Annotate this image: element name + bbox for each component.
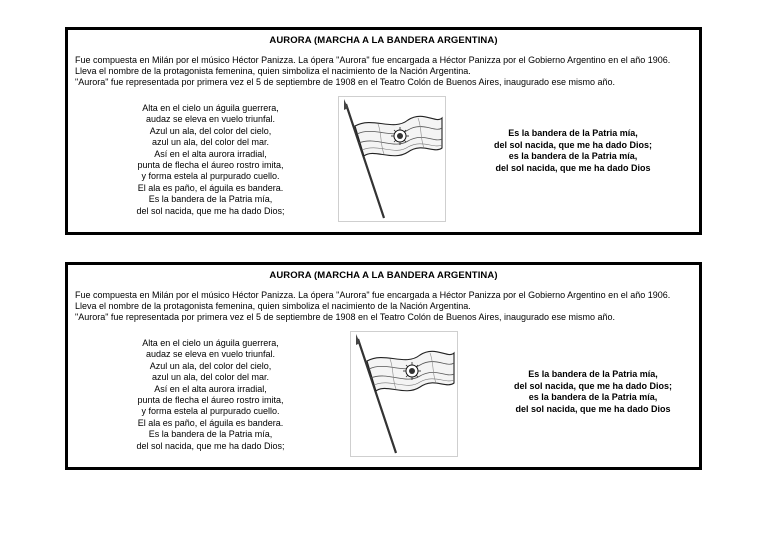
- poem-line: azul un ala, del color del mar.: [151, 137, 270, 148]
- flag-illustration: [350, 331, 458, 457]
- poem-line: audaz se eleva en vuelo triunfal.: [145, 349, 276, 360]
- chorus-line: del sol nacida, que me ha dado Dios;: [513, 380, 673, 391]
- poem-line: Azul un ala, del color del cielo,: [149, 125, 272, 136]
- chorus-line: del sol nacida, que me ha dado Dios: [515, 403, 671, 414]
- poem-line: y forma estela al purpurado cuello.: [141, 171, 280, 182]
- chorus-line: es la bandera de la Patria mía,: [508, 151, 638, 162]
- chorus-line: es la bandera de la Patria mía,: [528, 392, 658, 403]
- lyrics-card-1: [65, 27, 702, 235]
- poem-line: punta de flecha el áureo rostro imita,: [137, 395, 284, 406]
- poem-stanza: [123, 103, 298, 217]
- chorus-line: Es la bandera de la Patria mía,: [528, 369, 658, 379]
- chorus-line: del sol nacida, que me ha dado Dios: [495, 162, 651, 173]
- intro-paragraph: [75, 290, 693, 323]
- poem-line: punta de flecha el áureo rostro imita,: [137, 160, 284, 171]
- poem-line: audaz se eleva en vuelo triunfal.: [145, 114, 276, 125]
- chorus-line: del sol nacida, que me ha dado Dios;: [493, 139, 653, 150]
- poem-line: Es la bandera de la Patria mía,: [148, 194, 273, 205]
- poem-line: El ala es paño, el águila es bandera.: [137, 417, 284, 428]
- intro-line-1: Fue compuesta en Milán por el músico Héctor Panizza. La ópera "Aurora" fue encargada a Héctor Panizza por el Gobierno Argentino en el año 1906. Lleva el nombre de la protagonista femenina, quien simboliza el nacimiento de la Nación Argentina.: [75, 290, 671, 311]
- intro-paragraph: [75, 55, 693, 88]
- intro-line-2: "Aurora" fue representada por primera vez el 5 de septiembre de 1908 en el Teatro Colón de Buenos Aires, inaugurado ese mismo año.: [75, 77, 616, 87]
- intro-line-1: Fue compuesta en Milán por el músico Héctor Panizza. La ópera "Aurora" fue encargada a Héctor Panizza por el Gobierno Argentino en el año 1906. Lleva el nombre de la protagonista femenina, quien simboliza el nacimiento de la Nación Argentina.: [75, 55, 671, 76]
- chorus-line: Es la bandera de la Patria mía,: [508, 128, 638, 138]
- poem-line: del sol nacida, que me ha dado Dios;: [136, 440, 285, 451]
- poem-line: Así en el alta aurora irradial,: [154, 383, 267, 394]
- poem-line: y forma estela al purpurado cuello.: [141, 406, 280, 417]
- poem-line: Alta en el cielo un águila guerrera,: [142, 103, 279, 113]
- chorus-block: [473, 128, 673, 174]
- flag-illustration: [338, 96, 446, 222]
- poem-line: del sol nacida, que me ha dado Dios;: [136, 205, 285, 216]
- poem-line: Así en el alta aurora irradial,: [154, 148, 267, 159]
- poem-line: El ala es paño, el águila es bandera.: [137, 182, 284, 193]
- card-title: AURORA (MARCHA A LA BANDERA ARGENTINA): [269, 270, 498, 281]
- poem-line: Azul un ala, del color del cielo,: [149, 360, 272, 371]
- intro-line-2: "Aurora" fue representada por primera vez el 5 de septiembre de 1908 en el Teatro Colón de Buenos Aires, inaugurado ese mismo año.: [75, 312, 616, 322]
- lyrics-card-2: [65, 262, 702, 470]
- chorus-block: [493, 369, 693, 415]
- poem-stanza: [123, 338, 298, 452]
- poem-line: azul un ala, del color del mar.: [151, 372, 270, 383]
- poem-line: Es la bandera de la Patria mía,: [148, 429, 273, 440]
- card-title: AURORA (MARCHA A LA BANDERA ARGENTINA): [269, 35, 498, 46]
- poem-line: Alta en el cielo un águila guerrera,: [142, 338, 279, 348]
